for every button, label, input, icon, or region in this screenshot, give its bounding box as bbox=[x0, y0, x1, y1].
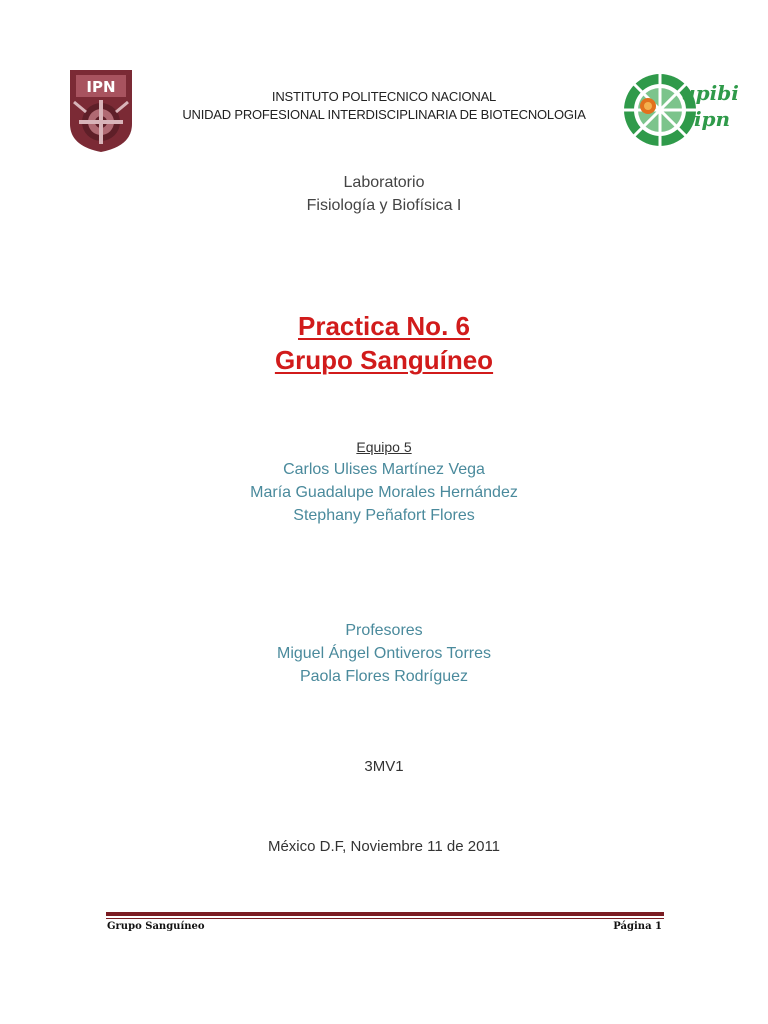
practice-number: Practica No. 6 bbox=[298, 311, 470, 341]
footer-title: Grupo Sanguíneo bbox=[107, 921, 205, 932]
practice-topic: Grupo Sanguíneo bbox=[274, 345, 494, 375]
svg-text:IPN: IPN bbox=[86, 78, 116, 96]
professor-name: Miguel Ángel Ontiveros Torres bbox=[276, 645, 492, 662]
upibi-logo-icon bbox=[622, 66, 739, 154]
footer-rule bbox=[106, 912, 664, 916]
document-date: México D.F, Noviembre 11 de 2011 bbox=[267, 838, 501, 855]
page-number: Página 1 bbox=[613, 921, 662, 932]
team-label-text: Equipo 5 bbox=[356, 439, 412, 455]
svg-text:upibi: upibi bbox=[681, 81, 739, 105]
ipn-logo-icon bbox=[66, 66, 136, 154]
team-members bbox=[0, 458, 768, 527]
member-name: Stephany Peñafort Flores bbox=[293, 507, 475, 524]
member-name: María Guadalupe Morales Hernández bbox=[250, 484, 518, 501]
footer-rule-thin bbox=[106, 918, 664, 919]
member-name: Carlos Ulises Martínez Vega bbox=[283, 461, 485, 478]
lab-label: Laboratorio bbox=[343, 174, 425, 191]
group-code: 3MV1 bbox=[364, 758, 404, 775]
professor-name: Paola Flores Rodríguez bbox=[299, 668, 469, 685]
unit-name: UNIDAD PROFESIONAL INTERDISCIPLINARIA DE BIOTECNOLOGIA bbox=[182, 107, 586, 122]
team-label bbox=[0, 438, 768, 456]
svg-text:ipn: ipn bbox=[693, 107, 731, 131]
professors bbox=[0, 619, 768, 688]
professors-label: Profesores bbox=[345, 622, 423, 639]
institution-header bbox=[150, 88, 618, 124]
institution-name: INSTITUTO POLITECNICO NACIONAL bbox=[271, 89, 497, 104]
document-title bbox=[0, 309, 768, 377]
course-name: Fisiología y Biofísica I bbox=[306, 197, 462, 214]
lab-info bbox=[0, 171, 768, 217]
